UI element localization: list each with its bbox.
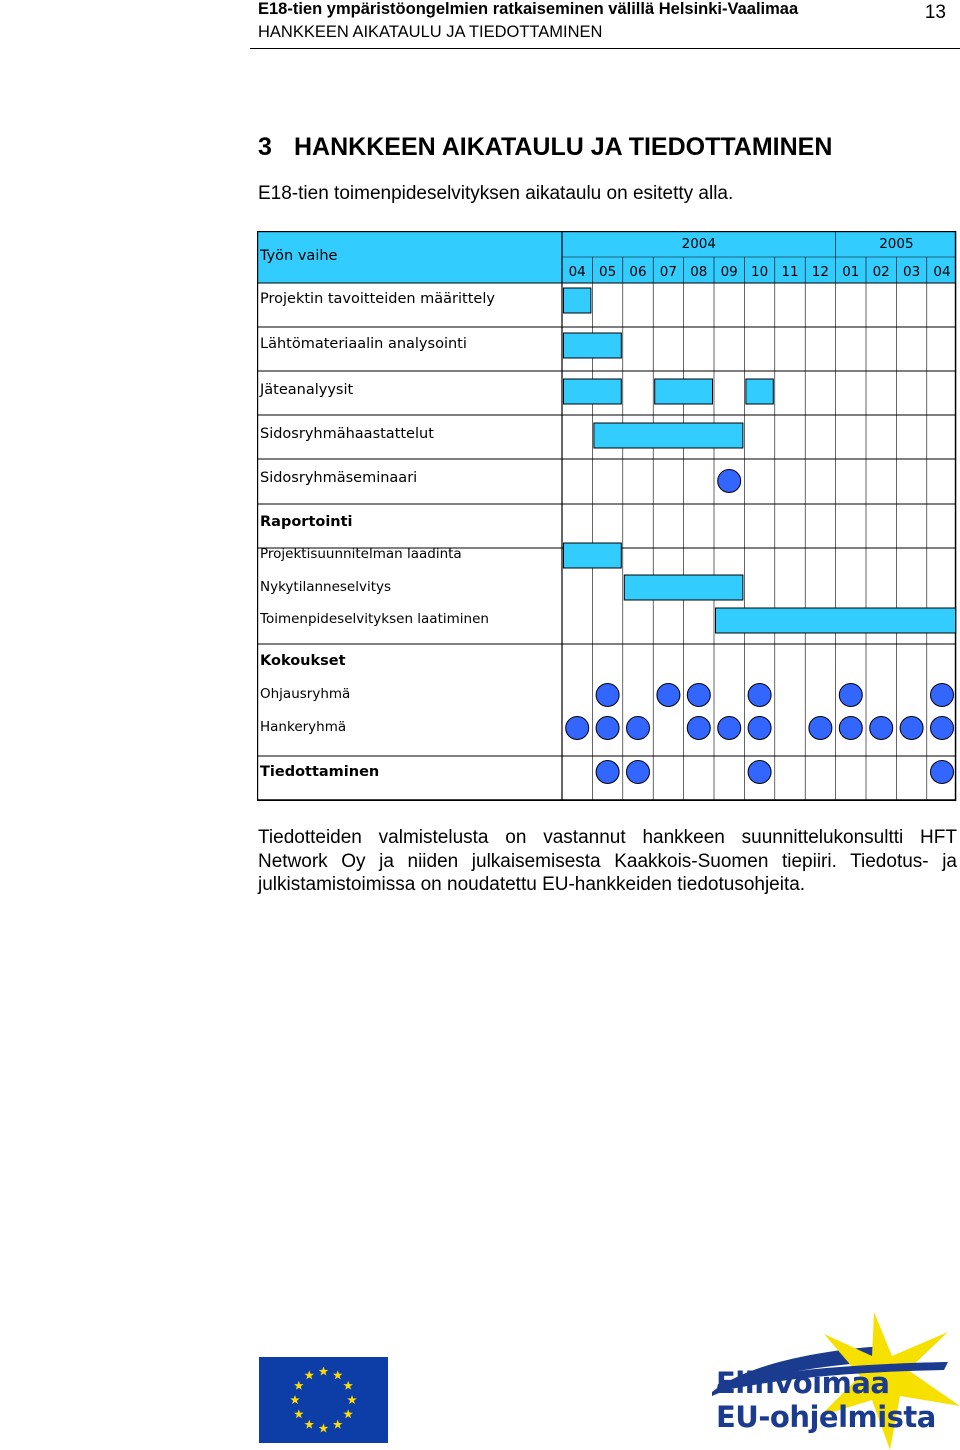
milestone-dot bbox=[931, 717, 954, 740]
month-label: 09 bbox=[720, 264, 738, 280]
milestone-dot bbox=[748, 717, 771, 740]
header-divider bbox=[250, 48, 960, 49]
task-label: Ohjausryhmä bbox=[260, 686, 351, 702]
program-name-line1: Elinvoimaa bbox=[716, 1366, 890, 1400]
schedule-chart bbox=[257, 231, 957, 801]
milestone-dot bbox=[657, 684, 680, 707]
year-label: 2005 bbox=[879, 236, 914, 252]
task-bar bbox=[564, 543, 622, 568]
milestone-dot bbox=[596, 761, 619, 784]
month-label: 04 bbox=[568, 264, 586, 280]
task-label: Kokoukset bbox=[260, 653, 346, 669]
schedule-border bbox=[258, 232, 956, 801]
month-label: 05 bbox=[599, 264, 617, 280]
chapter-subtitle: HANKKEEN AIKATAULU JA TIEDOTTAMINEN bbox=[258, 23, 603, 41]
program-name-line2: EU-ohjelmista bbox=[716, 1400, 936, 1434]
task-label: Tiedottaminen bbox=[260, 764, 380, 780]
month-label: 01 bbox=[842, 264, 860, 280]
phase-column-header: Työn vaihe bbox=[260, 248, 338, 264]
month-label: 11 bbox=[781, 264, 799, 280]
milestone-dot bbox=[900, 717, 923, 740]
task-bar bbox=[564, 288, 591, 313]
milestone-dot bbox=[870, 717, 893, 740]
task-bar bbox=[564, 379, 622, 404]
month-label: 03 bbox=[903, 264, 921, 280]
milestone-dot bbox=[627, 761, 650, 784]
task-label: Projektin tavoitteiden määrittely bbox=[260, 291, 495, 307]
task-bar bbox=[716, 608, 956, 633]
document-title: E18-tien ympäristöongelmien ratkaiseminen välillä Helsinki-Vaalimaa bbox=[258, 0, 799, 18]
task-bar bbox=[624, 575, 743, 600]
section-heading bbox=[258, 133, 832, 162]
milestone-dot bbox=[931, 684, 954, 707]
month-label: 02 bbox=[872, 264, 890, 280]
task-label: Sidosryhmäseminaari bbox=[260, 470, 418, 486]
task-label: Projektisuunnitelman laadinta bbox=[260, 546, 462, 562]
section-title: HANKKEEN AIKATAULU JA TIEDOTTAMINEN bbox=[294, 133, 833, 161]
eu-flag-logo bbox=[259, 1357, 388, 1443]
milestone-dot bbox=[839, 717, 862, 740]
task-label: Nykytilanneselvitys bbox=[260, 579, 392, 595]
task-label: Jäteanalyysit bbox=[260, 382, 354, 398]
milestone-dot bbox=[687, 684, 710, 707]
month-label: 06 bbox=[629, 264, 647, 280]
milestone-dot bbox=[809, 717, 832, 740]
intro-paragraph: E18-tien toimenpideselvityksen aikataulu on esitetty alla. bbox=[258, 183, 734, 204]
milestone-dot bbox=[931, 761, 954, 784]
milestone-dot bbox=[718, 717, 741, 740]
month-label: 04 bbox=[933, 264, 951, 280]
elinvoimaa-logo bbox=[712, 1312, 960, 1450]
body-paragraph: Tiedotteiden valmistelusta on vastannut hankkeen suunnittelukonsultti HFT Network Oy ja niiden julkaisemisesta Kaakkois-Suomen tiepiiri. Tiedotus- ja julkistamistoimissa on noudatettu EU-hankkeiden tiedotusohjeita. bbox=[258, 827, 957, 895]
milestone-dot bbox=[718, 470, 741, 493]
milestone-dot bbox=[596, 717, 619, 740]
schedule-grid bbox=[257, 231, 957, 801]
task-label: Lähtömateriaalin analysointi bbox=[260, 336, 467, 352]
task-bar bbox=[746, 379, 773, 404]
section-number: 3 bbox=[258, 133, 272, 161]
month-label: 07 bbox=[659, 264, 677, 280]
page-number: 13 bbox=[924, 2, 946, 23]
month-label: 12 bbox=[811, 264, 829, 280]
milestone-dot bbox=[627, 717, 650, 740]
milestone-dot bbox=[596, 684, 619, 707]
task-bar bbox=[655, 379, 713, 404]
task-bar bbox=[594, 423, 743, 448]
task-label: Hankeryhmä bbox=[260, 719, 347, 735]
milestone-dot bbox=[687, 717, 710, 740]
milestone-dot bbox=[839, 684, 862, 707]
milestone-dot bbox=[748, 684, 771, 707]
milestone-dot bbox=[748, 761, 771, 784]
month-label: 10 bbox=[751, 264, 769, 280]
task-label: Raportointi bbox=[260, 514, 353, 530]
month-label: 08 bbox=[690, 264, 708, 280]
task-label: Sidosryhmähaastattelut bbox=[260, 426, 434, 442]
year-label: 2004 bbox=[681, 236, 716, 252]
milestone-dot bbox=[566, 717, 589, 740]
task-bar bbox=[564, 333, 622, 358]
task-label: Toimenpideselvityksen laatiminen bbox=[260, 611, 489, 627]
